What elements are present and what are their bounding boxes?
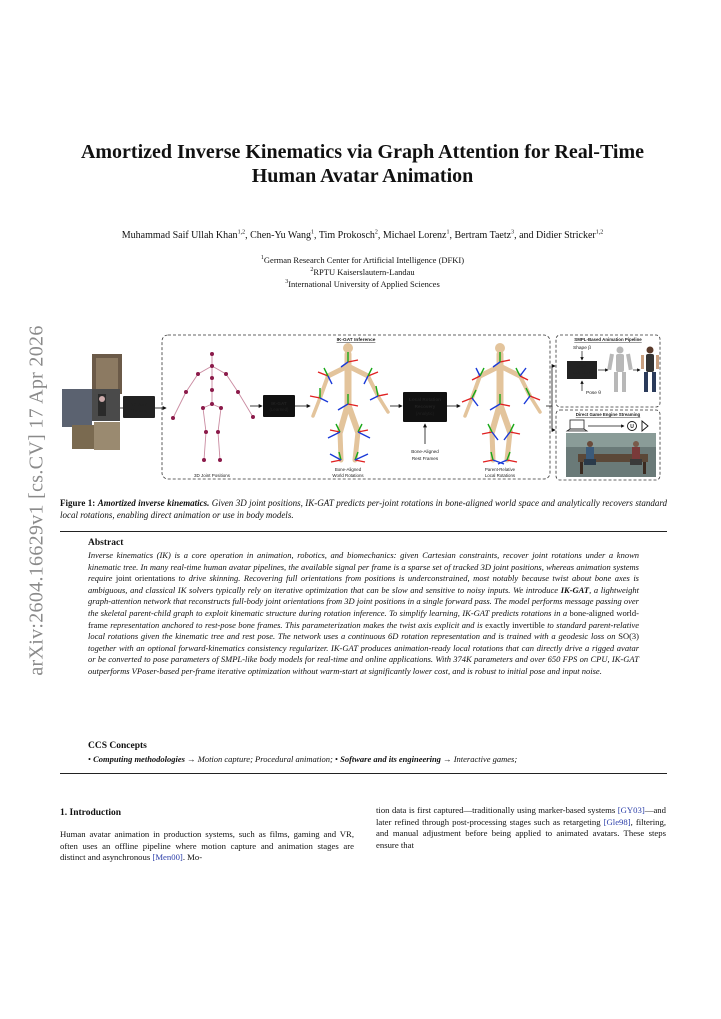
caption-title: Amortized inverse kinematics.: [97, 498, 210, 508]
author-name: Michael Lorenz: [382, 230, 447, 241]
author-affiliation: 1,2: [595, 229, 604, 236]
pose-label: Pose θ: [586, 391, 601, 396]
abstract-text: Inverse kinematics (IK) is a core operation in animation, robotics, and biomechanics: given Cartesian constraints, recover joint rotations under a known kinematic tree. In many real-time human avatar pipelines, the available signal per frame is a sparse set of tracked 3D joint positions, whereas animation systems require joint orientations to drive skinning. Recovering full orientations from positions is underconstrained, most notably because twist about bone axes is ambiguous, and classical IK solvers typically rely on iterative optimization that can be slow and sensitive to noisy inputs. We introduce IK-GAT, a lightweight graph-attention network that reconstructs full-body joint orientations from 3D joint positions in a single forward pass. The model performs message passing over the skeletal parent-child graph to exploit kinematic structure during rotation inference. To simplify learning, IK-GAT predicts rotations in a bone-aligned world-frame representation anchored to rest-pose bone frames. This parameterization makes the twist axis explicit and is exactly invertible to standard parent-relative local rotations given the kinematic tree and rest pose. The network uses a continuous 6D rotation representation and is trained with a geodesic loss on SO(3) together with an optional forward-kinematics consistency regularizer. IK-GAT produces animation-ready local rotations that can directly drive a rigged avatar or be converted to pose parameters of SMPL-like body models for real-time and online applications. With 374K parameters and over 650 FPS on CPU, IK-GAT outperforms VPoser-based per-frame iterative optimization without warm-start at significantly lower cost, and is robust to initial pose and input noise.: [88, 550, 640, 676]
ikgat-box: [263, 395, 295, 417]
tracking-label-1: 3D Joint: [130, 402, 148, 407]
shape-label: Shape β: [573, 346, 591, 351]
abstract-heading: Abstract: [88, 538, 124, 548]
engine-title: Direct Game Engine Streaming: [575, 412, 641, 417]
ccs-heading: CCS Concepts: [88, 741, 147, 751]
author-name: Bertram Taetz: [454, 230, 512, 241]
author-name: Didier Stricker: [536, 230, 596, 241]
local-rec-label-1: Local Rotation: [409, 397, 441, 402]
paper-title: [60, 140, 665, 188]
inference-title: IK-GAT Inference: [336, 338, 376, 343]
smpl-mesh-figure: [607, 347, 632, 393]
title-line-1: Amortized Inverse Kinematics via Graph Attention for Real-Time: [80, 141, 645, 163]
mannequin-world-rotations: [313, 343, 388, 460]
smpl-box-label-1: SMPL: [576, 364, 588, 369]
arxiv-stamp: [24, 300, 50, 700]
author-affiliation: 1,2: [237, 229, 246, 236]
joint-skeleton: [173, 354, 253, 460]
figure-1: [58, 332, 663, 482]
joint-markers: [171, 352, 255, 462]
affiliation-1: $^1$German Research Center for Artificial Intelligence (DFKI): [260, 255, 465, 265]
citation-gle98[interactable]: [Gle98]: [603, 816, 631, 827]
world-rot-label-2: World Rotations: [332, 473, 364, 478]
mannequin-local-rotations: [465, 343, 540, 460]
textured-avatar-figure: [641, 347, 659, 393]
game-scene-render: [566, 433, 656, 477]
affiliation-3: $^3$International University of Applied Sciences: [285, 279, 440, 289]
citation-gy03[interactable]: [GY03]: [617, 805, 645, 815]
unity-engine-icon: [642, 421, 648, 431]
caption-text: Given 3D joint positions, IK-GAT predicts per-joint rotations in bone-aligned world space and analytically recovers standard local rotations, enabling direct animation or use in body models.: [60, 498, 667, 520]
title-line-2: Human Avatar Animation: [251, 165, 474, 187]
unreal-engine-icon: [628, 422, 637, 431]
tracking-label-2: Tracking: [130, 408, 148, 413]
rule-top: [60, 531, 667, 532]
section-heading-introduction: 1. Introduction: [60, 808, 122, 818]
positions-label: 3D Joint Positions: [193, 473, 231, 478]
tracking-box: [123, 396, 155, 418]
local-rot-label-2: Local Rotations: [484, 473, 516, 478]
local-rec-label-2: Recovery: [414, 404, 436, 409]
ccs-concepts: • Computing methodologies → Motion capture; Procedural animation; • Software and its engineering → Interactive games;: [88, 754, 518, 764]
figure-caption: [60, 497, 667, 521]
author-name: Chen-Yu Wang: [250, 230, 312, 241]
author-list: Muhammad Saif Ullah Khan$^{1,2}$, Chen-Yu Wang$^1$, Tim Prokosch$^2$, Michael Lorenz$^1$, Bertram Taetz$^3$, and Didier Stricker$^{1,2}$: [121, 229, 604, 241]
input-video-frames: [62, 354, 122, 450]
intro-left-column: Human avatar animation in production systems, such as films, gaming and VR, often uses an offline pipeline where motion capture and animation stages are distinct and asynchronous [Men00]. Mo-: [60, 829, 354, 863]
arxiv-identifier: arXiv:2604.16629v1 [cs.CV] 17 Apr 2026: [25, 324, 48, 676]
citation-men00[interactable]: [Men00]: [152, 852, 183, 863]
rest-frames-label-2: Rest Frames: [411, 456, 439, 461]
author-affiliation: 2: [374, 229, 378, 236]
laptop-icon: [567, 420, 587, 431]
affiliation-2: $^2$RPTU Kaiserslautern-Landau: [310, 267, 415, 277]
ikgat-label-1: IK-GAT: [271, 401, 287, 406]
author-name: Tim Prokosch: [318, 230, 375, 241]
local-rot-label-1: Parent-Relative: [484, 467, 516, 472]
world-rot-label-1: Bone-Aligned: [334, 467, 362, 472]
author-affiliation: 1: [311, 229, 315, 236]
intro-right-column: tion data is first captured—traditionally using marker-based systems [GY03]—and later refined through post-processing stages such as retargeting [Gle98], filtering, and manual adjustment before being applied to animated avatars. These steps ensure that: [376, 805, 667, 850]
smpl-title: SMPL-Based Animation Pipeline: [574, 337, 642, 342]
rule-bottom: [60, 773, 667, 774]
author-affiliation: 1: [446, 229, 450, 236]
ikgat-label-2: (Learned): [269, 407, 289, 412]
author-name: Muhammad Saif Ullah Khan: [121, 230, 238, 241]
author-affiliation: 3: [511, 229, 515, 236]
caption-label: Figure 1:: [60, 498, 96, 508]
svg-text:U: U: [630, 424, 634, 430]
smpl-box-label-2: Body Model: [570, 370, 594, 375]
local-rec-label-3: (Analytic): [415, 411, 435, 416]
rest-frames-label-1: Bone-Aligned: [411, 449, 439, 454]
